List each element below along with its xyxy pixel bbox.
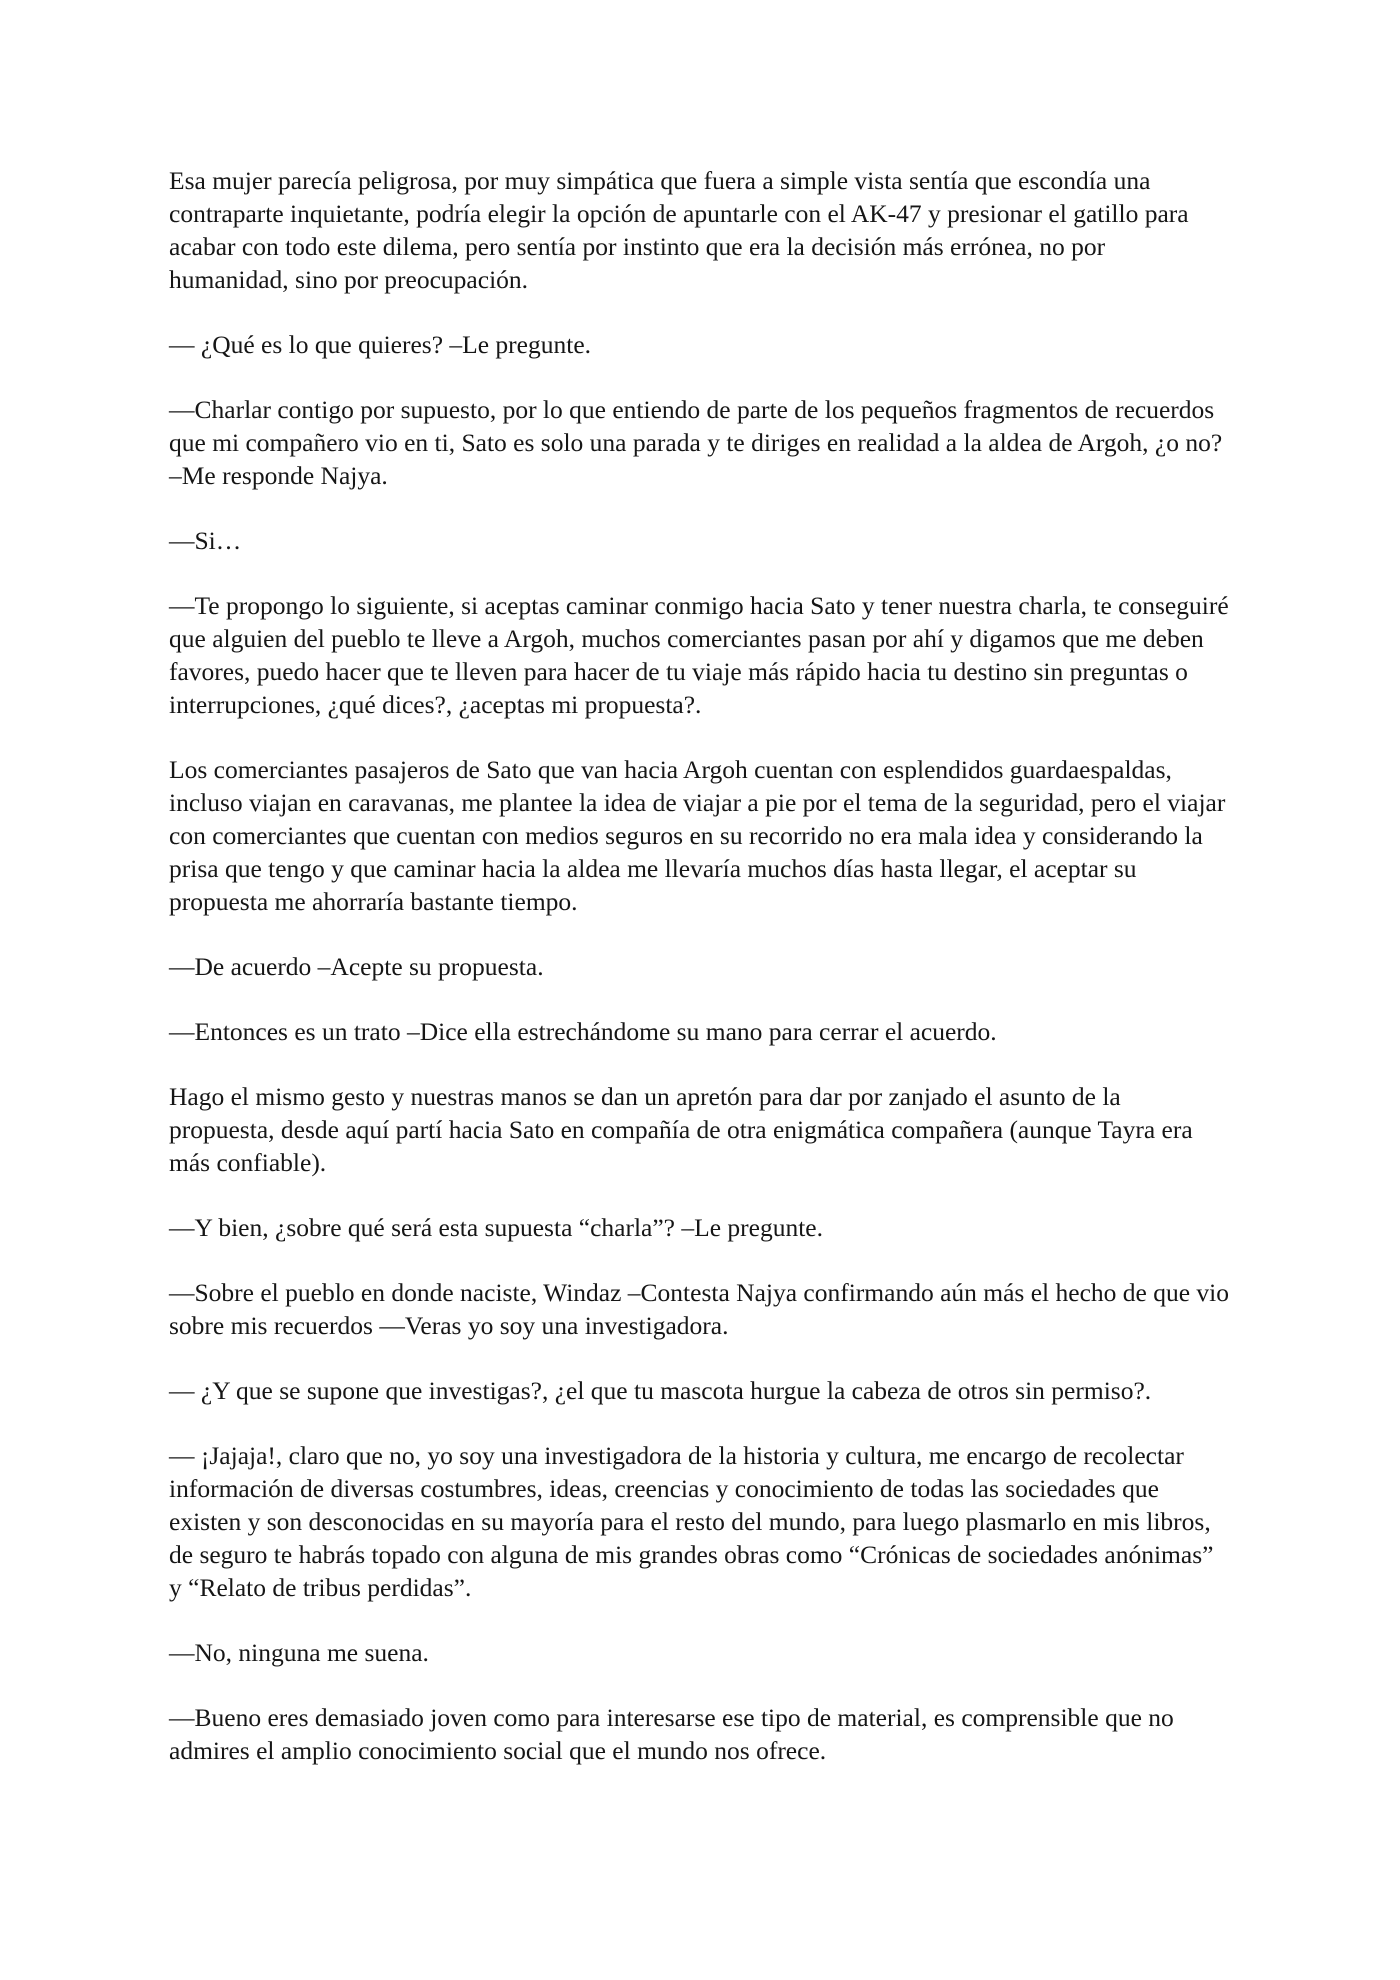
paragraph-dialogue-8: —Sobre el pueblo en donde naciste, Windaz –Contesta Najya confirmando aún más el hecho de que vio sobre mis recuerdos —Veras yo soy una investigadora. <box>169 1278 1229 1340</box>
paragraph-dialogue-5: —De acuerdo –Acepte su propuesta. <box>169 952 544 981</box>
paragraph-dialogue-7: —Y bien, ¿sobre qué será esta supuesta “charla”? –Le pregunte. <box>169 1213 823 1242</box>
paragraph-narration-1: Esa mujer parecía peligrosa, por muy simpática que fuera a simple vista sentía que escondía una contraparte inquietante, podría elegir la opción de apuntarle con el AK-47 y presionar el gatillo para acabar con todo este dilema, pero sentía por instinto que era la decisión más errónea, no por humanidad, sino por preocupación. <box>169 166 1189 294</box>
paragraph-dialogue-12: —Bueno eres demasiado joven como para interesarse ese tipo de material, es comprensible que no admires el amplio conocimiento social que el mundo nos ofrece. <box>169 1703 1174 1765</box>
paragraph-dialogue-6: —Entonces es un trato –Dice ella estrechándome su mano para cerrar el acuerdo. <box>169 1017 997 1046</box>
paragraph-dialogue-9: — ¿Y que se supone que investigas?, ¿el que tu mascota hurgue la cabeza de otros sin permiso?. <box>169 1376 1152 1405</box>
paragraph-dialogue-11: —No, ninguna me suena. <box>169 1638 429 1667</box>
paragraph-dialogue-4: —Te propongo lo siguiente, si aceptas caminar conmigo hacia Sato y tener nuestra charla, te conseguiré que alguien del pueblo te lleve a Argoh, muchos comerciantes pasan por ahí y digamos que me deben favores, puedo hacer que te lleven para hacer de tu viaje más rápido hacia tu destino sin preguntas o interrupciones, ¿qué dices?, ¿aceptas mi propuesta?. <box>169 591 1229 719</box>
document-page <box>169 164 1231 1799</box>
paragraph-dialogue-2: —Charlar contigo por supuesto, por lo que entiendo de parte de los pequeños fragmentos de recuerdos que mi compañero vio en ti, Sato es solo una parada y te diriges en realidad a la aldea de Argoh, ¿o no? –Me responde Najya. <box>169 395 1223 490</box>
paragraph-narration-2: Los comerciantes pasajeros de Sato que van hacia Argoh cuentan con esplendidos guardaespaldas, incluso viajan en caravanas, me plantee la idea de viajar a pie por el tema de la seguridad, pero el viajar con comerciantes que cuentan con medios seguros en su recorrido no era mala idea y considerando la prisa que tengo y que caminar hacia la aldea me llevaría muchos días hasta llegar, el aceptar su propuesta me ahorraría bastante tiempo. <box>169 755 1226 916</box>
paragraph-dialogue-3: —Si… <box>169 526 242 555</box>
paragraph-dialogue-10: — ¡Jajaja!, claro que no, yo soy una investigadora de la historia y cultura, me encargo de recolectar información de diversas costumbres, ideas, creencias y conocimiento de todas las sociedades que existen y son desconocidas en su mayoría para el resto del mundo, para luego plasmarlo en mis libros, de seguro te habrás topado con alguna de mis grandes obras como “Crónicas de sociedades anónimas” y “Relato de tribus perdidas”. <box>169 1441 1214 1602</box>
paragraph-dialogue-1: — ¿Qué es lo que quieres? –Le pregunte. <box>169 330 592 359</box>
paragraph-narration-3: Hago el mismo gesto y nuestras manos se dan un apretón para dar por zanjado el asunto de la propuesta, desde aquí partí hacia Sato en compañía de otra enigmática compañera (aunque Tayra era más confiable). <box>169 1082 1193 1177</box>
